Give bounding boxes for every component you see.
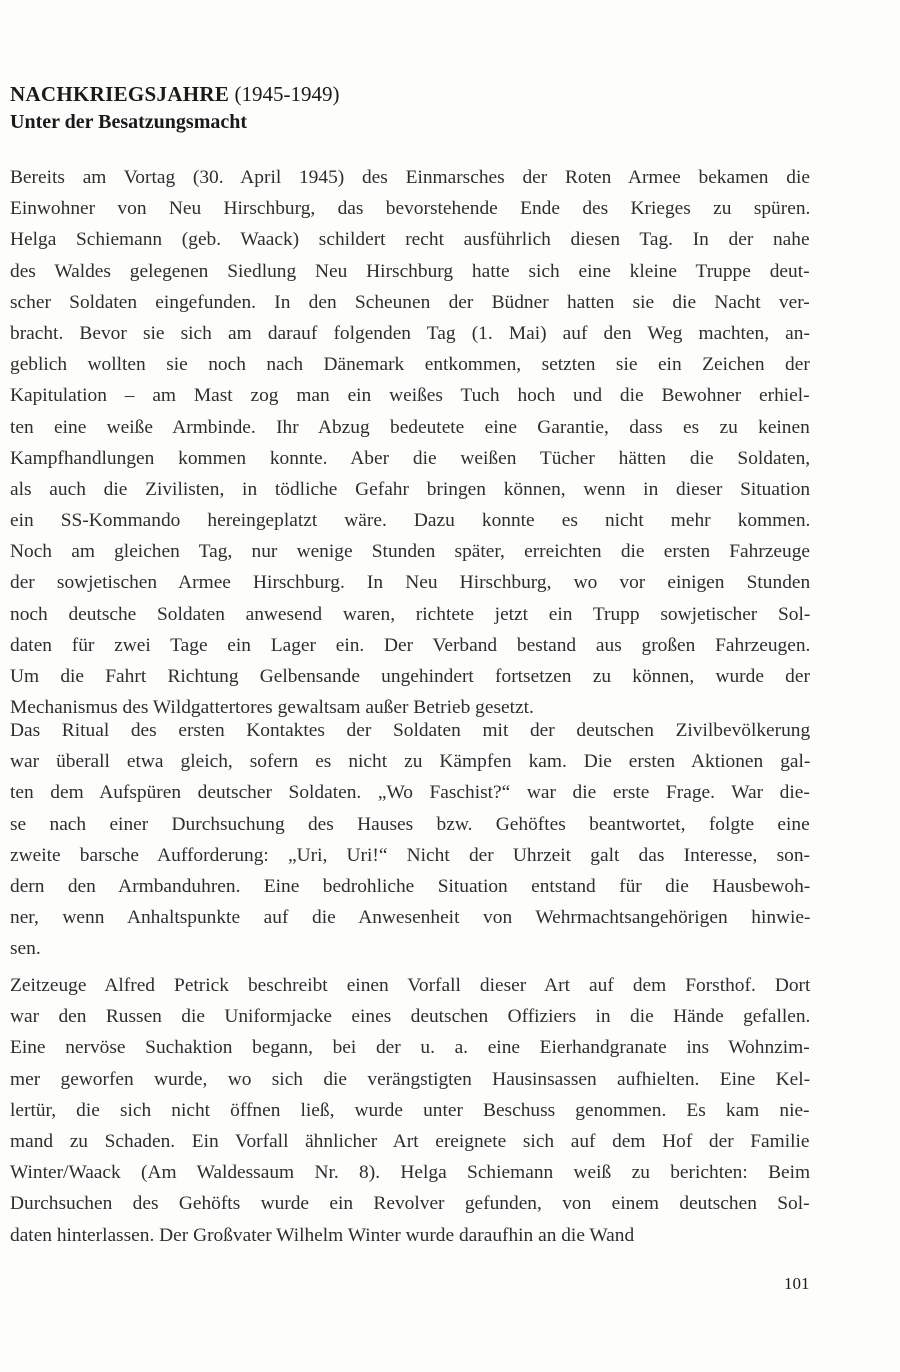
text-line: als auch die Zivilisten, in tödliche Gefahr bringen können, wenn in dieser Situation [10, 478, 811, 500]
text-line: ten dem Aufspüren deutscher Soldaten. „Wo Faschist?“ war die erste Frage. War die- [10, 782, 810, 804]
text-line: geblich wollten sie noch nach Dänemark entkommen, setzten sie ein Zeichen der [10, 354, 810, 376]
paragraph-1 [10, 162, 810, 723]
text-line: Noch am gleichen Tag, nur wenige Stunden später, erreichten die ersten Fahrzeuge [10, 541, 811, 563]
chapter-title: NACHKRIEGSJAHRE [10, 82, 230, 106]
chapter-title-line [10, 80, 830, 108]
text-line: ner, wenn Anhaltspunkte auf die Anwesenheit von Wehrmachtsangehörigen hinwie- [10, 907, 811, 929]
text-line: war überall etwa gleich, sofern es nicht zu Kämpfen kam. Die ersten Aktionen gal- [10, 751, 811, 773]
text-line: zweite barsche Aufforderung: „Uri, Uri!“ Nicht der Uhrzeit galt das Interesse, son- [10, 844, 810, 866]
text-line: se nach einer Durchsuchung des Hauses bzw. Gehöftes beantwortet, folgte eine [10, 813, 810, 835]
text-line: bracht. Bevor sie sich am darauf folgenden Tag (1. Mai) auf den Weg machten, an- [10, 322, 810, 344]
chapter-years: (1945-1949) [234, 82, 340, 106]
text-line: mand zu Schaden. Ein Vorfall ähnlicher Art ereignete sich auf dem Hof der Familie [10, 1130, 810, 1152]
text-line: des Waldes gelegenen Siedlung Neu Hirschburg hatte sich eine kleine Truppe deut- [10, 260, 810, 282]
text-line: daten hinterlassen. Der Großvater Wilhelm Winter wurde daraufhin an die Wand [10, 1224, 635, 1246]
text-line: daten für zwei Tage ein Lager ein. Der Verband bestand aus großen Fahrzeugen. [10, 634, 811, 656]
text-line: Kapitulation – am Mast zog man ein weißes Tuch hoch und die Bewohner erhiel- [10, 385, 810, 407]
text-line: der sowjetischen Armee Hirschburg. In Neu Hirschburg, wo vor einigen Stunden [10, 572, 811, 594]
paragraph-3 [10, 970, 810, 1251]
text-line: noch deutsche Soldaten anwesend waren, richtete jetzt ein Trupp sowjetischer Sol- [10, 603, 811, 625]
paragraph-2 [10, 715, 810, 965]
text-line: Einwohner von Neu Hirschburg, das bevorstehende Ende des Krieges zu spüren. [10, 198, 811, 220]
chapter-subtitle: Unter der Besatzungsmacht [10, 111, 248, 133]
text-line: Um die Fahrt Richtung Gelbensande ungehindert fortsetzen zu können, wurde der [10, 666, 810, 687]
text-line: war den Russen die Uniformjacke eines deutschen Offiziers in die Hände gefallen. [10, 1006, 811, 1028]
text-line: ein SS-Kommando hereingeplatzt wäre. Dazu konnte es nicht mehr kommen. [10, 510, 811, 532]
text-line: dern den Armbanduhren. Eine bedrohliche Situation entstand für die Hausbewoh- [10, 875, 811, 897]
text-line: scher Soldaten eingefunden. In den Scheunen der Büdner hatten sie die Nacht ver- [10, 291, 810, 313]
text-line: sen. [10, 938, 41, 960]
text-line: ten eine weiße Armbinde. Ihr Abzug bedeutete eine Garantie, dass es zu keinen [10, 416, 810, 438]
text-line: mer geworfen wurde, wo sich die verängstigten Hausinsassen aufhielten. Eine Kel- [10, 1068, 811, 1090]
text-line: Eine nervöse Suchaktion begann, bei der u. a. eine Eierhandgranate ins Wohnzim- [10, 1037, 810, 1059]
text-line: lertür, die sich nicht öffnen ließ, wurde unter Beschuss genommen. Es kam nie- [10, 1099, 810, 1121]
text-line: Helga Schiemann (geb. Waack) schildert recht ausführlich diesen Tag. In der nahe [10, 229, 810, 251]
page-number: 101 [784, 1274, 810, 1293]
text-line: Durchsuchen des Gehöfts wurde ein Revolver gefunden, von einem deutschen Sol- [10, 1193, 810, 1215]
text-line: Winter/Waack (Am Waldessaum Nr. 8). Helga Schiemann weiß zu berichten: Beim [10, 1162, 811, 1184]
text-line: Kampfhandlungen kommen konnte. Aber die weißen Tücher hätten die Soldaten, [10, 447, 811, 469]
text-line: Bereits am Vortag (30. April 1945) des Einmarsches der Roten Armee bekamen die [10, 167, 810, 188]
chapter-heading [10, 80, 830, 136]
text-line: Mechanismus des Wildgattertores gewaltsam außer Betrieb gesetzt. [10, 697, 534, 719]
text-line: Das Ritual des ersten Kontaktes der Soldaten mit der deutschen Zivilbevölkerung [10, 720, 811, 741]
text-line: Zeitzeuge Alfred Petrick beschreibt einen Vorfall dieser Art auf dem Forsthof. Dort [10, 975, 811, 996]
